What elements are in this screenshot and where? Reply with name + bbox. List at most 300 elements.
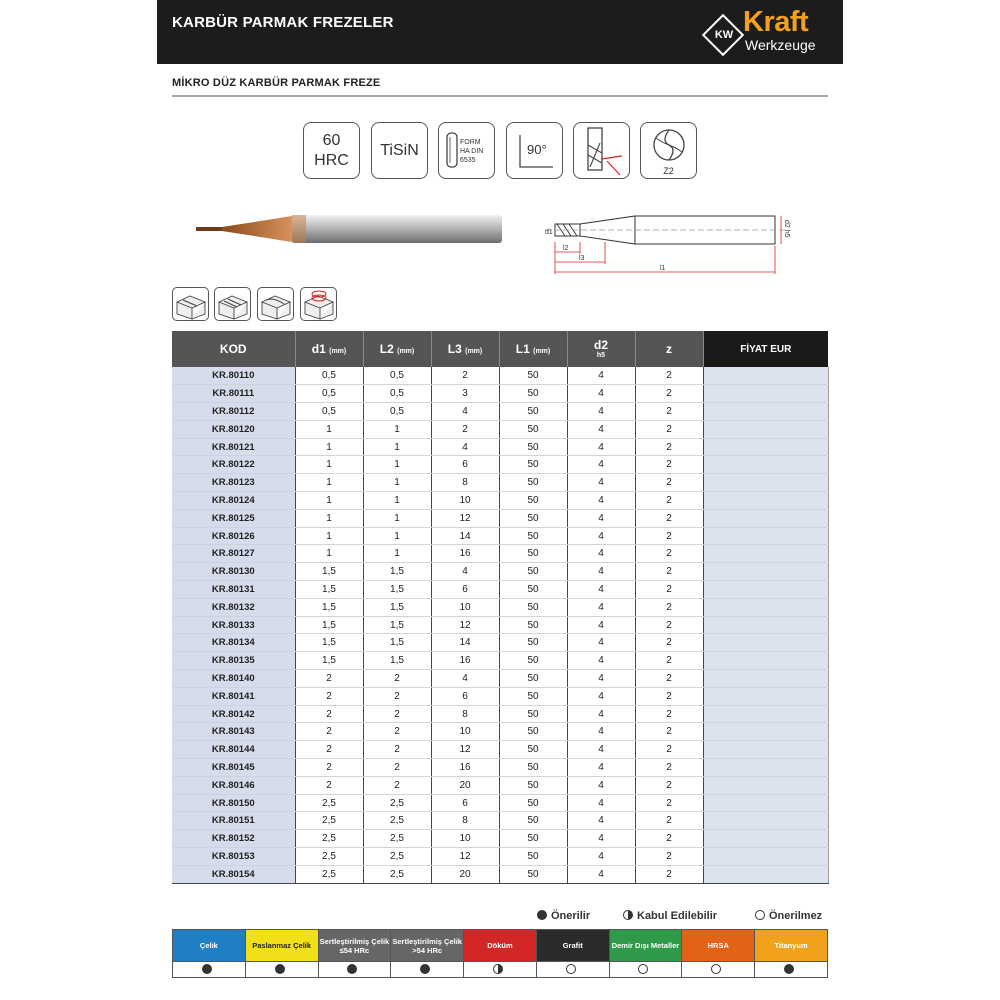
cell-kod: KR.80141 (172, 687, 295, 705)
cell-l1: 50 (499, 723, 567, 741)
cell-d2: 4 (567, 545, 635, 563)
cell-l3: 16 (431, 652, 499, 670)
op-face-milling-icon (172, 287, 209, 321)
cell-l2: 1,5 (363, 634, 431, 652)
cell-z: 2 (635, 403, 703, 421)
cell-l3: 20 (431, 865, 499, 883)
cell-d2: 4 (567, 420, 635, 438)
cell-d1: 0,5 (295, 367, 363, 385)
logo-name: Kraft (743, 6, 809, 38)
cell-l2: 1 (363, 420, 431, 438)
col-price: FİYAT EUR (703, 331, 828, 367)
cell-l3: 20 (431, 776, 499, 794)
table-row (172, 403, 828, 421)
cell-price (703, 456, 828, 474)
cell-l1: 50 (499, 759, 567, 777)
cell-l2: 1 (363, 545, 431, 563)
table-row (172, 812, 828, 830)
cell-l3: 10 (431, 492, 499, 510)
cell-kod: KR.80142 (172, 705, 295, 723)
cell-kod: KR.80135 (172, 652, 295, 670)
technical-drawing (545, 212, 795, 282)
col-z: z (635, 331, 703, 367)
material-rating (609, 962, 682, 978)
cell-l1: 50 (499, 563, 567, 581)
cell-l2: 0,5 (363, 367, 431, 385)
material-header: Sertleştirilmiş Çelik ≤54 HRc (318, 930, 391, 962)
cell-price (703, 385, 828, 403)
table-row (172, 474, 828, 492)
cell-price (703, 848, 828, 866)
table-row (172, 581, 828, 599)
cell-z: 2 (635, 652, 703, 670)
cell-z: 2 (635, 616, 703, 634)
cell-l1: 50 (499, 492, 567, 510)
cell-kod: KR.80110 (172, 367, 295, 385)
cell-d2: 4 (567, 456, 635, 474)
logo-mark: KW (714, 29, 734, 41)
table-row (172, 634, 828, 652)
cell-d1: 1 (295, 492, 363, 510)
cell-kod: KR.80154 (172, 865, 295, 883)
angle-icon (506, 122, 563, 179)
cell-kod: KR.80112 (172, 403, 295, 421)
cell-l1: 50 (499, 794, 567, 812)
filled-circle-icon (537, 910, 547, 920)
table-row (172, 741, 828, 759)
table-row (172, 367, 828, 385)
end-mill-helix-icon (574, 123, 630, 179)
table-row (172, 527, 828, 545)
cell-kod: KR.80151 (172, 812, 295, 830)
cell-l2: 2 (363, 687, 431, 705)
cell-z: 2 (635, 848, 703, 866)
material-header: Döküm (464, 930, 537, 962)
cell-d2: 4 (567, 741, 635, 759)
cell-price (703, 420, 828, 438)
table-row (172, 865, 828, 883)
cell-d1: 1 (295, 420, 363, 438)
cell-kod: KR.80134 (172, 634, 295, 652)
cell-d1: 2,5 (295, 812, 363, 830)
cell-z: 2 (635, 794, 703, 812)
cell-l3: 4 (431, 563, 499, 581)
cell-l3: 14 (431, 527, 499, 545)
empty-circle-icon (711, 964, 721, 974)
cell-l1: 50 (499, 438, 567, 456)
table-row (172, 705, 828, 723)
cell-l3: 12 (431, 848, 499, 866)
cell-kod: KR.80127 (172, 545, 295, 563)
cell-l1: 50 (499, 367, 567, 385)
cell-d2: 4 (567, 723, 635, 741)
label-l1: l1 (660, 265, 666, 272)
cell-z: 2 (635, 741, 703, 759)
cell-price (703, 527, 828, 545)
hardness-unit: HRC (314, 152, 349, 169)
cell-l2: 1,5 (363, 563, 431, 581)
cell-l3: 14 (431, 634, 499, 652)
cell-z: 2 (635, 723, 703, 741)
label-d2: d2 h5 (783, 220, 790, 238)
cell-l3: 12 (431, 509, 499, 527)
cell-z: 2 (635, 830, 703, 848)
cell-d2: 4 (567, 670, 635, 688)
cell-l1: 50 (499, 705, 567, 723)
cell-l1: 50 (499, 581, 567, 599)
header-title: KARBÜR PARMAK FREZELER (172, 14, 394, 31)
cell-z: 2 (635, 492, 703, 510)
half-circle-icon (623, 910, 633, 920)
cell-d2: 4 (567, 830, 635, 848)
cell-d2: 4 (567, 385, 635, 403)
cell-d1: 2,5 (295, 865, 363, 883)
col-l3: L3 (mm) (431, 331, 499, 367)
cell-kod: KR.80120 (172, 420, 295, 438)
cell-z: 2 (635, 474, 703, 492)
cell-z: 2 (635, 759, 703, 777)
cell-l2: 2,5 (363, 794, 431, 812)
cell-z: 2 (635, 670, 703, 688)
table-row (172, 509, 828, 527)
cell-z: 2 (635, 705, 703, 723)
cell-l1: 50 (499, 385, 567, 403)
cell-l2: 1,5 (363, 652, 431, 670)
label-d1: d1 (545, 229, 553, 236)
cell-d2: 4 (567, 403, 635, 421)
material-header: Titanyum (755, 930, 828, 962)
cell-kod: KR.80121 (172, 438, 295, 456)
cell-price (703, 830, 828, 848)
cell-z: 2 (635, 812, 703, 830)
cell-kod: KR.80111 (172, 385, 295, 403)
cell-l3: 10 (431, 830, 499, 848)
cell-l2: 2 (363, 723, 431, 741)
col-l1: L1 (mm) (499, 331, 567, 367)
block-slot-icon (215, 288, 251, 320)
op-slotting-icon (214, 287, 251, 321)
col-kod: KOD (172, 331, 295, 367)
cell-z: 2 (635, 598, 703, 616)
cell-d1: 1 (295, 474, 363, 492)
table-row (172, 385, 828, 403)
cell-d1: 2 (295, 759, 363, 777)
table-row (172, 563, 828, 581)
cell-price (703, 652, 828, 670)
cell-l3: 10 (431, 598, 499, 616)
cell-l3: 8 (431, 474, 499, 492)
cell-d1: 2,5 (295, 794, 363, 812)
block-face-icon (173, 288, 209, 320)
cell-kod: KR.80145 (172, 759, 295, 777)
cell-l1: 50 (499, 670, 567, 688)
cell-z: 2 (635, 367, 703, 385)
table-row (172, 616, 828, 634)
cell-price (703, 759, 828, 777)
cell-d1: 1,5 (295, 581, 363, 599)
cell-d2: 4 (567, 581, 635, 599)
material-rating (173, 962, 246, 978)
coating-icon (371, 122, 428, 179)
half-circle-icon (493, 964, 503, 974)
cell-d2: 4 (567, 616, 635, 634)
material-rating (755, 962, 828, 978)
cell-l1: 50 (499, 812, 567, 830)
cell-kod: KR.80152 (172, 830, 295, 848)
cell-z: 2 (635, 634, 703, 652)
table-row (172, 670, 828, 688)
table-row (172, 687, 828, 705)
cell-z: 2 (635, 563, 703, 581)
empty-circle-icon (755, 910, 765, 920)
legend-acceptable: Kabul Edilebilir (623, 910, 717, 922)
cell-price (703, 474, 828, 492)
cell-kod: KR.80130 (172, 563, 295, 581)
op-profiling-icon (257, 287, 294, 321)
cell-z: 2 (635, 581, 703, 599)
hardness-icon (303, 122, 360, 179)
cell-l1: 50 (499, 687, 567, 705)
shank-form-line-3: 6535 (460, 157, 476, 164)
cell-l2: 1 (363, 456, 431, 474)
material-rating (391, 962, 464, 978)
table-row (172, 652, 828, 670)
table-row (172, 492, 828, 510)
brand-logo (705, 7, 837, 57)
helix-icon (573, 122, 630, 179)
cell-l3: 12 (431, 741, 499, 759)
cell-l3: 6 (431, 794, 499, 812)
op-helical-icon (300, 287, 337, 321)
cell-price (703, 492, 828, 510)
cell-price (703, 723, 828, 741)
cell-l1: 50 (499, 474, 567, 492)
cell-kod: KR.80143 (172, 723, 295, 741)
cell-l1: 50 (499, 509, 567, 527)
cell-d1: 2 (295, 776, 363, 794)
empty-circle-icon (566, 964, 576, 974)
cell-kod: KR.80132 (172, 598, 295, 616)
cell-z: 2 (635, 385, 703, 403)
cell-l2: 1 (363, 438, 431, 456)
cell-l1: 50 (499, 527, 567, 545)
cell-price (703, 367, 828, 385)
cell-l2: 2,5 (363, 812, 431, 830)
cell-l1: 50 (499, 848, 567, 866)
cell-kod: KR.80124 (172, 492, 295, 510)
shank-form-text (460, 138, 483, 165)
cell-l3: 6 (431, 456, 499, 474)
cell-d2: 4 (567, 705, 635, 723)
cell-d1: 0,5 (295, 385, 363, 403)
cell-l2: 2,5 (363, 830, 431, 848)
cell-z: 2 (635, 545, 703, 563)
cell-l3: 2 (431, 420, 499, 438)
material-suitability-table (172, 929, 828, 978)
cell-l2: 2 (363, 741, 431, 759)
cell-l3: 4 (431, 670, 499, 688)
cell-price (703, 581, 828, 599)
cell-d2: 4 (567, 509, 635, 527)
table-row (172, 794, 828, 812)
cell-d1: 2 (295, 687, 363, 705)
cell-price (703, 509, 828, 527)
cell-d2: 4 (567, 563, 635, 581)
cell-price (703, 670, 828, 688)
cell-kod: KR.80122 (172, 456, 295, 474)
filled-circle-icon (784, 964, 794, 974)
cell-l2: 2,5 (363, 848, 431, 866)
cell-l2: 1,5 (363, 616, 431, 634)
cell-kod: KR.80146 (172, 776, 295, 794)
cell-l1: 50 (499, 865, 567, 883)
page-header (157, 0, 843, 64)
product-table (172, 331, 829, 884)
cell-l2: 0,5 (363, 403, 431, 421)
col-d2: d2 h5 (567, 331, 635, 367)
material-header: Demir Dışı Metaller (609, 930, 682, 962)
cell-z: 2 (635, 527, 703, 545)
cell-d1: 1 (295, 527, 363, 545)
cell-d2: 4 (567, 438, 635, 456)
coating-label: TiSiN (380, 142, 419, 159)
cell-d1: 1 (295, 509, 363, 527)
flute-count-icon (640, 122, 697, 179)
cell-z: 2 (635, 438, 703, 456)
cell-price (703, 687, 828, 705)
legend-recommended: Önerilir (537, 910, 590, 922)
product-subtitle: MİKRO DÜZ KARBÜR PARMAK FREZE (172, 77, 381, 89)
block-profile-icon (258, 288, 294, 320)
cell-price (703, 563, 828, 581)
cell-d2: 4 (567, 527, 635, 545)
cell-price (703, 616, 828, 634)
cell-d1: 1,5 (295, 598, 363, 616)
cell-l2: 1,5 (363, 598, 431, 616)
cell-l3: 3 (431, 385, 499, 403)
cell-l1: 50 (499, 598, 567, 616)
cell-price (703, 545, 828, 563)
table-row (172, 598, 828, 616)
cell-kod: KR.80140 (172, 670, 295, 688)
cell-d1: 2,5 (295, 830, 363, 848)
cell-z: 2 (635, 776, 703, 794)
filled-circle-icon (275, 964, 285, 974)
table-row (172, 759, 828, 777)
cell-l3: 16 (431, 545, 499, 563)
cell-kod: KR.80123 (172, 474, 295, 492)
cell-l1: 50 (499, 830, 567, 848)
cell-l3: 10 (431, 723, 499, 741)
block-helical-icon (301, 288, 337, 320)
cell-d1: 1,5 (295, 563, 363, 581)
cell-l2: 0,5 (363, 385, 431, 403)
label-l2: l2 (563, 245, 569, 252)
material-header: Çelik (173, 930, 246, 962)
cell-d2: 4 (567, 598, 635, 616)
cell-price (703, 741, 828, 759)
table-row (172, 545, 828, 563)
cell-l1: 50 (499, 741, 567, 759)
cell-d2: 4 (567, 776, 635, 794)
cell-l2: 1,5 (363, 581, 431, 599)
cell-l3: 12 (431, 616, 499, 634)
cell-kod: KR.80150 (172, 794, 295, 812)
table-row (172, 420, 828, 438)
shank-form-line-1: FORM (460, 139, 481, 146)
subtitle-divider (172, 95, 828, 97)
cell-kod: KR.80153 (172, 848, 295, 866)
filled-circle-icon (420, 964, 430, 974)
cell-d1: 1,5 (295, 652, 363, 670)
cell-l3: 6 (431, 687, 499, 705)
cell-d1: 1,5 (295, 616, 363, 634)
cell-z: 2 (635, 509, 703, 527)
cell-l3: 8 (431, 705, 499, 723)
cell-d1: 1 (295, 438, 363, 456)
cell-d1: 1,5 (295, 634, 363, 652)
cell-d1: 2 (295, 705, 363, 723)
cell-price (703, 865, 828, 883)
cell-price (703, 403, 828, 421)
cell-d1: 1 (295, 456, 363, 474)
cell-price (703, 438, 828, 456)
cell-l2: 2 (363, 670, 431, 688)
filled-circle-icon (347, 964, 357, 974)
material-header: HRSA (682, 930, 755, 962)
cell-l3: 6 (431, 581, 499, 599)
cell-d2: 4 (567, 812, 635, 830)
col-l2: L2 (mm) (363, 331, 431, 367)
cell-l1: 50 (499, 616, 567, 634)
cell-l3: 4 (431, 438, 499, 456)
shank-form-icon (438, 122, 495, 179)
cell-d2: 4 (567, 848, 635, 866)
cell-price (703, 634, 828, 652)
cell-z: 2 (635, 420, 703, 438)
cell-d2: 4 (567, 652, 635, 670)
cell-z: 2 (635, 865, 703, 883)
cell-d1: 0,5 (295, 403, 363, 421)
shank-form-line-2: HA DIN (460, 148, 484, 155)
cell-kod: KR.80131 (172, 581, 295, 599)
empty-circle-icon (638, 964, 648, 974)
cell-l1: 50 (499, 652, 567, 670)
cell-l3: 2 (431, 367, 499, 385)
cell-d1: 2 (295, 741, 363, 759)
cell-price (703, 598, 828, 616)
col-d1: d1 (mm) (295, 331, 363, 367)
cell-d2: 4 (567, 634, 635, 652)
table-row (172, 848, 828, 866)
end-mill-photo (196, 211, 508, 249)
cell-d2: 4 (567, 794, 635, 812)
cell-price (703, 794, 828, 812)
cell-l2: 1 (363, 527, 431, 545)
cell-l2: 1 (363, 474, 431, 492)
cell-price (703, 812, 828, 830)
logo-subtitle: Werkzeuge (745, 37, 816, 53)
cell-d2: 4 (567, 492, 635, 510)
cell-price (703, 705, 828, 723)
material-rating (536, 962, 609, 978)
cell-kod: KR.80126 (172, 527, 295, 545)
cell-d1: 2 (295, 723, 363, 741)
cell-d2: 4 (567, 474, 635, 492)
cell-d2: 4 (567, 367, 635, 385)
table-row (172, 438, 828, 456)
cell-l1: 50 (499, 776, 567, 794)
